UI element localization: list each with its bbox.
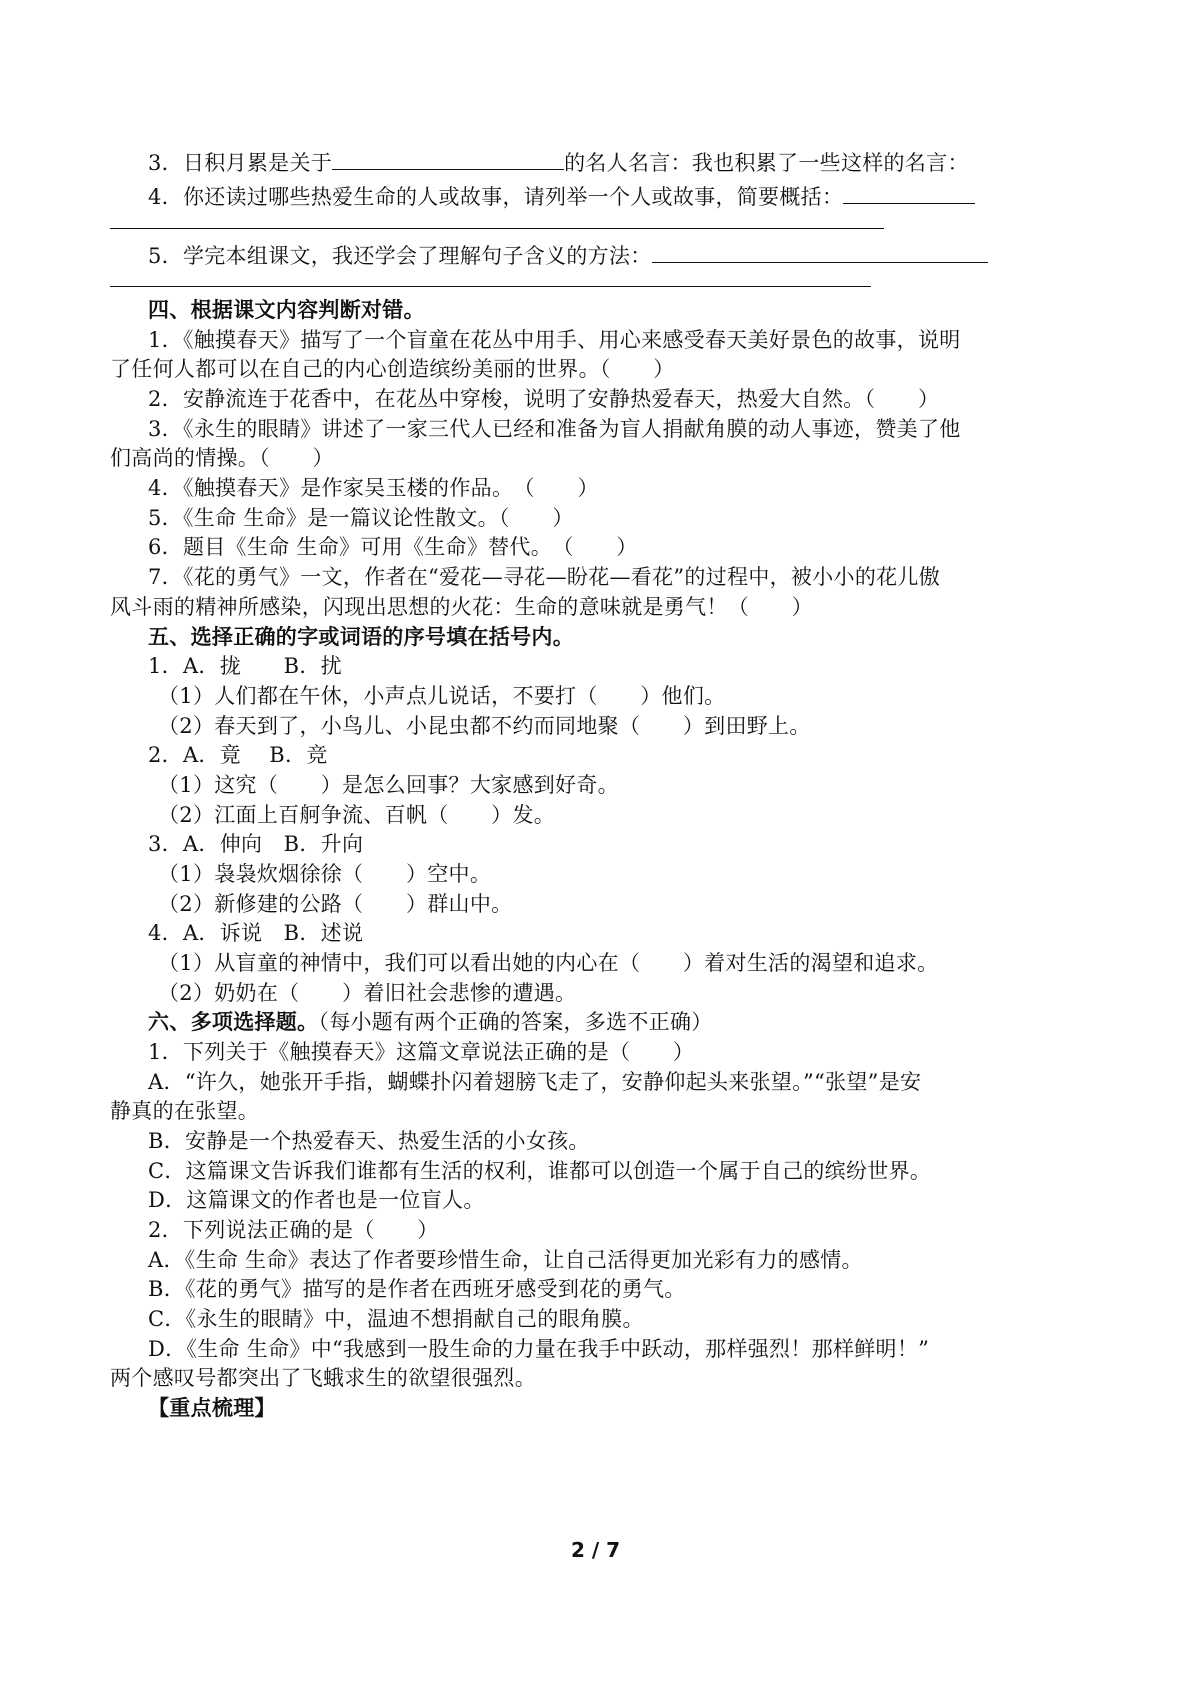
mc-option: C．《永生的眼睛》中，温迪不想捐献自己的眼角膜。 xyxy=(148,1307,644,1331)
section-heading-6: 六、多项选择题。（每小题有两个正确的答案，多选不正确） xyxy=(148,1010,713,1034)
question-3: 3．日积月累是关于 的名人名言：我也积累了一些这样的名言： xyxy=(148,147,1095,179)
mc-option: D．这篇课文的作者也是一位盲人。 xyxy=(148,1188,485,1212)
mc-option: D．《生命 生命》中“我感到一股生命的力量在我手中跃动，那样强烈！那样鲜明！” xyxy=(148,1337,930,1361)
choice-item: （2）奶奶在（ ）着旧社会悲惨的遭遇。 xyxy=(158,981,577,1005)
answer-blank-q5b[interactable] xyxy=(110,286,871,287)
section-heading-5: 五、选择正确的字或词语的序号填在括号内。 xyxy=(148,625,574,649)
answer-blank-q5a[interactable] xyxy=(652,240,988,263)
answer-blank-q4b[interactable] xyxy=(110,228,884,229)
choice-group: 4．A．诉说 B．述说 xyxy=(148,921,364,945)
choice-item: （1）这究（ ）是怎么回事？大家感到好奇。 xyxy=(158,773,619,797)
judge-item: 风斗雨的精神所感染，闪现出思想的火花：生命的意味就是勇气！（ ） xyxy=(110,595,813,619)
answer-blank-q4a[interactable] xyxy=(843,181,975,204)
judge-item: 2．安静流连于花香中，在花丛中穿梭，说明了安静热爱春天，热爱大自然。（ ） xyxy=(148,387,940,411)
judge-item: 了任何人都可以在自己的内心创造缤纷美丽的世界。（ ） xyxy=(110,357,675,381)
judge-item: 1．《触摸春天》描写了一个盲童在花丛中用手、用心来感受春天美好景色的故事，说明 xyxy=(148,328,961,352)
question-5: 5．学完本组课文，我还学会了理解句子含义的方法： xyxy=(148,240,1095,272)
mc-option: 静真的在张望。 xyxy=(110,1099,260,1123)
judge-item: 4．《触摸春天》是作家吴玉楼的作品。 （ ） xyxy=(148,476,599,500)
mc-option: 两个感叹号都突出了飞蛾求生的欲望很强烈。 xyxy=(110,1366,536,1390)
mc-option: B．《花的勇气》描写的是作者在西班牙感受到花的勇气。 xyxy=(148,1277,686,1301)
choice-item: （2）江面上百舸争流、百帆（ ）发。 xyxy=(158,803,556,827)
judge-item: 5．《生命 生命》是一篇议论性散文。（ ） xyxy=(148,506,574,530)
choice-group: 2．A．竟 B．竞 xyxy=(148,743,328,767)
choice-item: （2）新修建的公路（ ）群山中。 xyxy=(158,892,513,916)
judge-item: 7．《花的勇气》一文，作者在“爱花—寻花—盼花—看花”的过程中，被小小的花儿傲 xyxy=(148,565,941,589)
choice-item: （2）春天到了，小鸟儿、小昆虫都不约而同地聚（ ）到田野上。 xyxy=(158,714,811,738)
judge-item: 们高尚的情操。（ ） xyxy=(110,446,334,470)
mc-option: B．安静是一个热爱春天、热爱生活的小女孩。 xyxy=(148,1129,590,1153)
section-heading-4: 四、根据课文内容判断对错。 xyxy=(148,298,425,322)
mc-option: A．《生命 生命》表达了作者要珍惜生命，让自己活得更加光彩有力的感情。 xyxy=(148,1248,863,1272)
choice-item: （1）袅袅炊烟徐徐（ ）空中。 xyxy=(158,862,492,886)
mc-option: C．这篇课文告诉我们谁都有生活的权利，谁都可以创造一个属于自己的缤纷世界。 xyxy=(148,1159,932,1183)
choice-item: （1）人们都在午休，小声点儿说话，不要打（ ）他们。 xyxy=(158,684,726,708)
judge-item: 3．《永生的眼睛》讲述了一家三代人已经和准备为盲人捐献角膜的动人事迹，赞美了他 xyxy=(148,417,961,441)
choice-group: 1．A．拢 B．扰 xyxy=(148,654,342,678)
answer-blank-q3[interactable] xyxy=(332,147,564,170)
key-points-heading: 【重点梳理】 xyxy=(148,1396,276,1420)
mc-option: A．“许久，她张开手指，蝴蝶扑闪着翅膀飞走了，安静仰起头来张望。”“张望”是安 xyxy=(148,1070,922,1094)
mc-question: 1．下列关于《触摸春天》这篇文章说法正确的是（ ） xyxy=(148,1040,695,1064)
question-4: 4．你还读过哪些热爱生命的人或故事，请列举一个人或故事，简要概括： xyxy=(148,181,1095,213)
choice-item: （1）从盲童的神情中，我们可以看出她的内心在（ ）着对生活的渴望和追求。 xyxy=(158,951,939,975)
judge-item: 6．题目《生命 生命》可用《生命》替代。 （ ） xyxy=(148,535,638,559)
choice-group: 3．A．伸向 B．升向 xyxy=(148,832,364,856)
mc-question: 2．下列说法正确的是（ ） xyxy=(148,1218,439,1242)
page-number: 2 / 7 xyxy=(570,1538,621,1562)
